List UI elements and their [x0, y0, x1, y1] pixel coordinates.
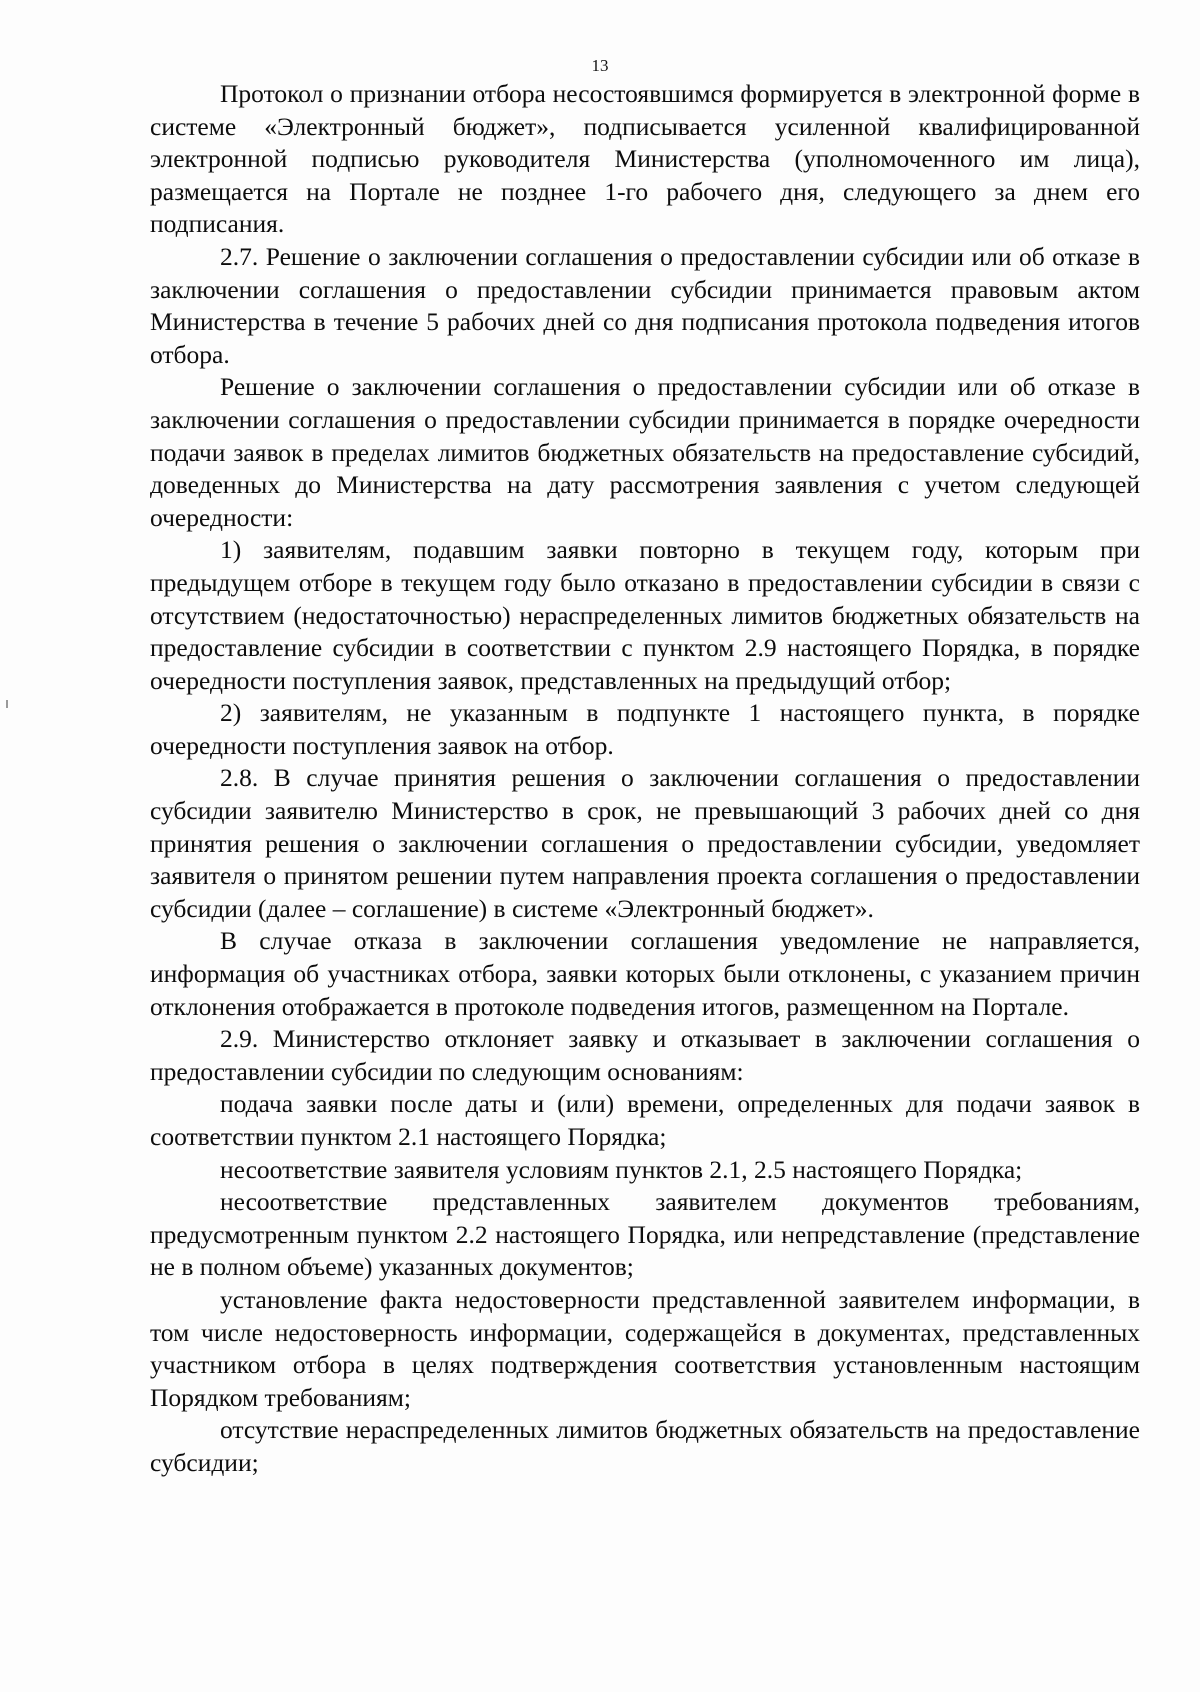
paragraph-2-9: 2.9. Министерство отклоняет заявку и отказывает в заключении соглашения о предоставлении субсидии по следующим основаниям:	[150, 1024, 1140, 1086]
paragraph-item-1: 1) заявителям, подавшим заявки повторно в текущем году, которым при предыдущем отборе в текущем году было отказано в предоставлении субсидии в связи с отсутствием (недостаточностью) нераспределенных лимитов бюджетных обязательств на предоставление субсидии в соответствии с пунктом 2.9 настоящего Порядка, в порядке очередности поступления заявок, представленных на предыдущий отбор;	[150, 535, 1140, 695]
page-number: 13	[591, 56, 609, 75]
paragraph-protocol: Протокол о признании отбора несостоявшимся формируется в электронной форме в системе «Электронный бюджет», подписывается усиленной квалифицированной электронной подписью руководителя Министерства (уполномоченного им лица), размещается на Портале не позднее 1-го рабочего дня, следующего за днем его подписания.	[150, 79, 1140, 239]
document-body	[150, 78, 1140, 1480]
paragraph-item-2: 2) заявителям, не указанным в подпункте 1 настоящего пункта, в порядке очередности поступления заявок на отбор.	[150, 698, 1140, 760]
paragraph-decision-order: Решение о заключении соглашения о предоставлении субсидии или об отказе в заключении соглашения о предоставлении субсидии принимается в порядке очередности подачи заявок в пределах лимитов бюджетных обязательств на предоставление субсидий, доведенных до Министерства на дату рассмотрения заявления с учетом следующей очередности:	[150, 372, 1140, 532]
paragraph-ground-late: подача заявки после даты и (или) времени, определенных для подачи заявок в соответствии пунктом 2.1 настоящего Порядка;	[150, 1089, 1140, 1151]
scan-edge-mark	[6, 700, 8, 708]
paragraph-ground-conditions: несоответствие заявителя условиям пунктов 2.1, 2.5 настоящего Порядка;	[220, 1154, 1023, 1184]
paragraph-ground-documents: несоответствие представленных заявителем документов требованиям, предусмотренным пунктом 2.2 настоящего Порядка, или непредставление (представление не в полном объеме) указанных документов;	[150, 1187, 1140, 1282]
paragraph-2-8: 2.8. В случае принятия решения о заключении соглашения о предоставлении субсидии заявителю Министерство в срок, не превышающий 3 рабочих дней со дня принятия решения о заключении соглашения о предоставлении субсидии, уведомляет заявителя о принятом решении путем направления проекта соглашения о предоставлении субсидии (далее – соглашение) в системе «Электронный бюджет».	[150, 763, 1140, 923]
paragraph-ground-limits: отсутствие нераспределенных лимитов бюджетных обязательств на предоставление субсидии;	[150, 1415, 1140, 1477]
paragraph-ground-false-info: установление факта недостоверности представленной заявителем информации, в том числе недостоверность информации, содержащейся в документах, представленных участником отбора в целях подтверждения соответствия установленным настоящим Порядком требованиям;	[150, 1284, 1140, 1412]
paragraph-2-7: 2.7. Решение о заключении соглашения о предоставлении субсидии или об отказе в заключении соглашения о предоставлении субсидии принимается правовым актом Министерства в течение 5 рабочих дней со дня подписания протокола подведения итогов отбора.	[150, 241, 1140, 369]
paragraph-refusal: В случае отказа в заключении соглашения уведомление не направляется, информация об участниках отбора, заявки которых были отклонены, с указанием причин отклонения отображается в протоколе подведения итогов, размещенном на Портале.	[150, 926, 1140, 1021]
